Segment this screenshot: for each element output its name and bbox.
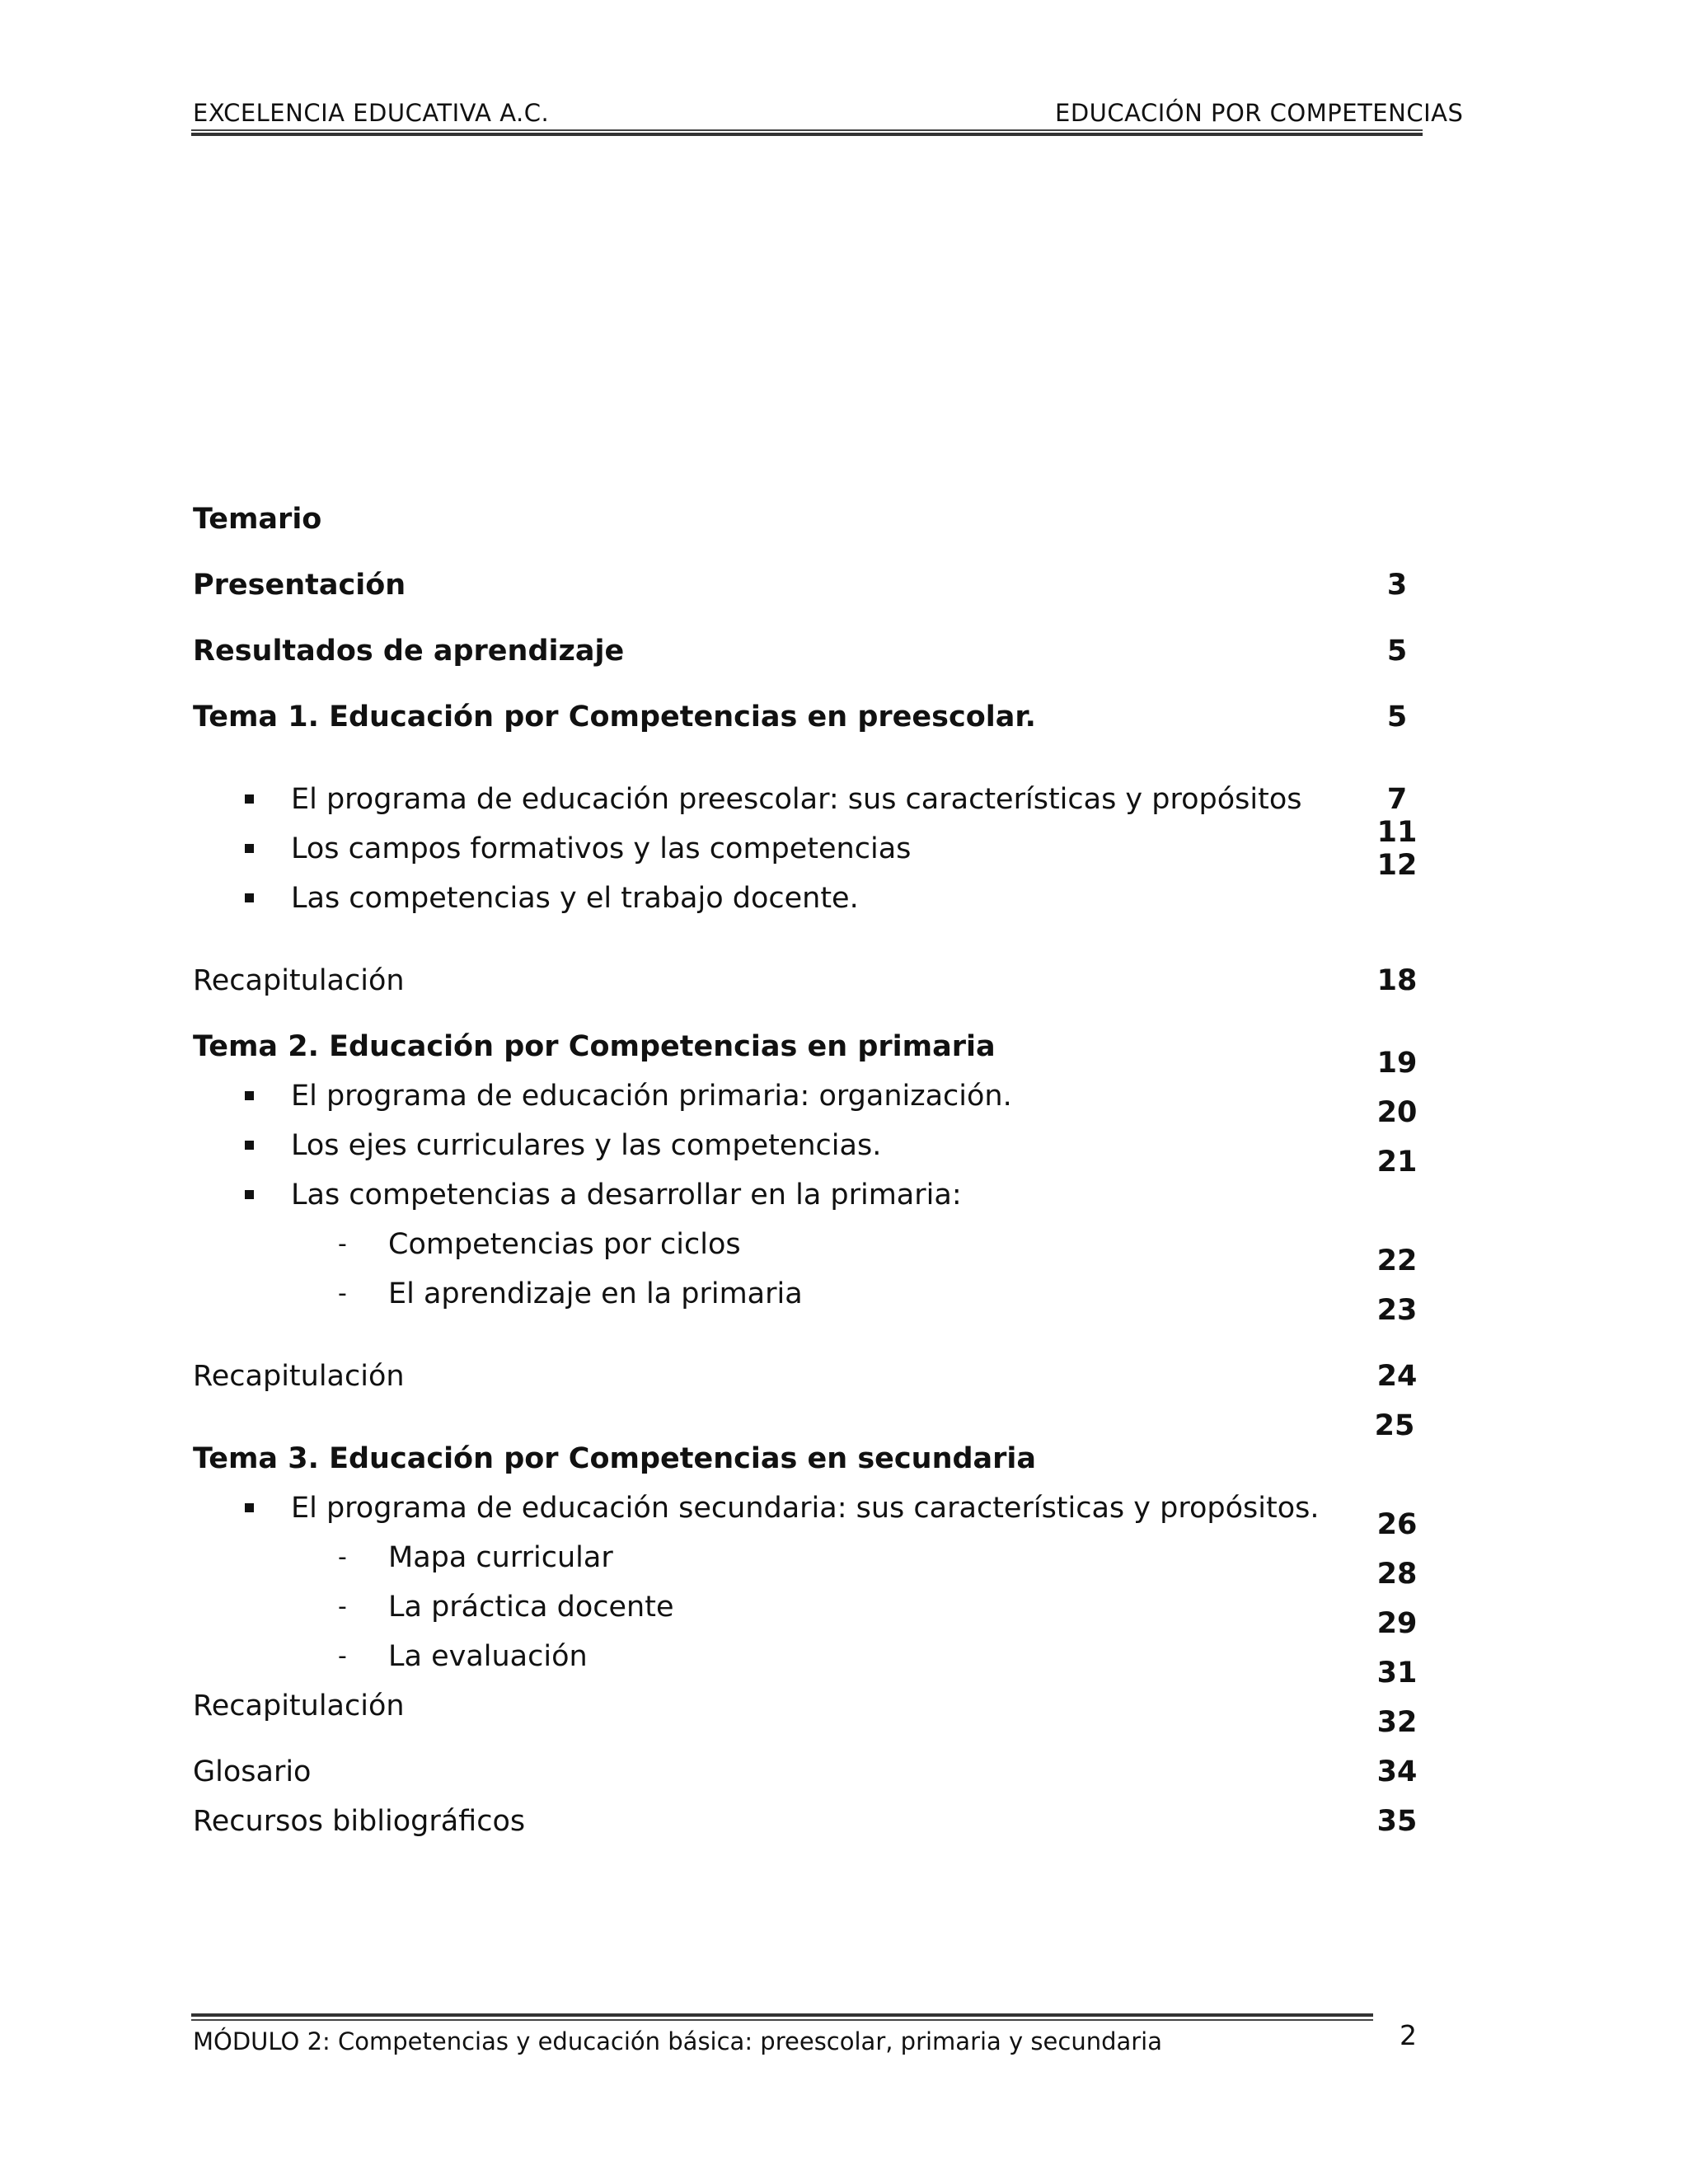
- footer-rule-top: [191, 2013, 1373, 2017]
- toc-subentry: El programa de educación secundaria: sus características y propósitos.: [291, 1492, 1320, 1525]
- toc-entry-recursos: Recursos bibliográficos: [193, 1805, 526, 1838]
- toc-page-number: 11: [1376, 816, 1418, 849]
- toc-page-number: 12: [1376, 849, 1418, 882]
- toc-page-number: 35: [1376, 1805, 1418, 1838]
- toc-page-number: 25: [1374, 1409, 1415, 1442]
- toc-subsubentry: La práctica docente: [388, 1591, 674, 1624]
- toc-subsubentry: El aprendizaje en la primaria: [388, 1277, 803, 1310]
- toc-page-number: 29: [1376, 1607, 1418, 1640]
- toc-subentry: El programa de educación preescolar: sus características y propósitos: [291, 783, 1302, 816]
- bullet-icon: [245, 844, 254, 853]
- toc-page-number: 22: [1376, 1244, 1418, 1277]
- toc-page-number: 3: [1386, 569, 1408, 602]
- toc-entry-tema-2: Tema 2. Educación por Competencias en primaria: [193, 1030, 996, 1063]
- toc-subsubentry: La evaluación: [388, 1640, 588, 1673]
- toc-page-number: 5: [1386, 701, 1408, 733]
- dash-marker: -: [338, 1642, 347, 1671]
- toc-subentry: Los ejes curriculares y las competencias.: [291, 1129, 882, 1162]
- toc-entry-presentacion: Presentación: [193, 569, 406, 602]
- toc-entry-tema-3: Tema 3. Educación por Competencias en secundaria: [193, 1442, 1037, 1475]
- toc-page-number: 7: [1386, 783, 1408, 816]
- toc-page-number: 32: [1376, 1706, 1418, 1739]
- bullet-icon: [245, 1141, 254, 1150]
- toc-subentry: Las competencias y el trabajo docente.: [291, 882, 859, 915]
- toc-page-number: 31: [1376, 1657, 1418, 1690]
- toc-page-number: 18: [1376, 964, 1418, 997]
- footer-rule-bottom: [191, 2019, 1373, 2021]
- toc-page-number: 20: [1376, 1096, 1418, 1129]
- footer-page-number: 2: [1400, 2019, 1417, 2051]
- toc-page-number: 23: [1376, 1294, 1418, 1327]
- bullet-icon: [245, 893, 254, 902]
- header-right: EDUCACIÓN POR COMPETENCIAS: [1055, 99, 1464, 127]
- header-rule-bottom: [191, 133, 1423, 136]
- toc-entry-tema-1: Tema 1. Educación por Competencias en preescolar.: [193, 701, 1036, 733]
- bullet-icon: [245, 1503, 254, 1512]
- dash-marker: -: [338, 1230, 347, 1258]
- toc-page-number: 28: [1376, 1558, 1418, 1591]
- toc-subentry: Las competencias a desarrollar en la primaria:: [291, 1179, 962, 1212]
- bullet-icon: [245, 1190, 254, 1199]
- toc-entry-recapitulacion-2: Recapitulación: [193, 1360, 405, 1393]
- toc-page-number: 5: [1386, 635, 1408, 668]
- dash-marker: -: [338, 1592, 347, 1621]
- toc-entry-resultados: Resultados de aprendizaje: [193, 635, 625, 668]
- toc-entry-recapitulacion-3: Recapitulación: [193, 1690, 405, 1722]
- header-left: EXCELENCIA EDUCATIVA A.C.: [193, 99, 550, 127]
- toc-title: Temario: [193, 503, 322, 536]
- header-rule-top: [191, 129, 1423, 131]
- bullet-icon: [245, 794, 254, 804]
- bullet-icon: [245, 1091, 254, 1100]
- toc-page-number: 26: [1376, 1508, 1418, 1541]
- toc-page-number: 19: [1376, 1047, 1418, 1080]
- toc-page-number: 34: [1376, 1755, 1418, 1788]
- toc-subsubentry: Mapa curricular: [388, 1541, 613, 1574]
- dash-marker: -: [338, 1543, 347, 1572]
- toc-page-number: 21: [1376, 1146, 1418, 1179]
- toc-page-number: 24: [1376, 1360, 1418, 1393]
- toc-subsubentry: Competencias por ciclos: [388, 1228, 741, 1261]
- toc-entry-recapitulacion-1: Recapitulación: [193, 964, 405, 997]
- footer-text: MÓDULO 2: Competencias y educación básica: preescolar, primaria y secundaria: [193, 2027, 1163, 2055]
- toc-subentry: Los campos formativos y las competencias: [291, 832, 912, 865]
- dash-marker: -: [338, 1279, 347, 1308]
- toc-subentry: El programa de educación primaria: organización.: [291, 1080, 1012, 1113]
- toc-entry-glosario: Glosario: [193, 1755, 312, 1788]
